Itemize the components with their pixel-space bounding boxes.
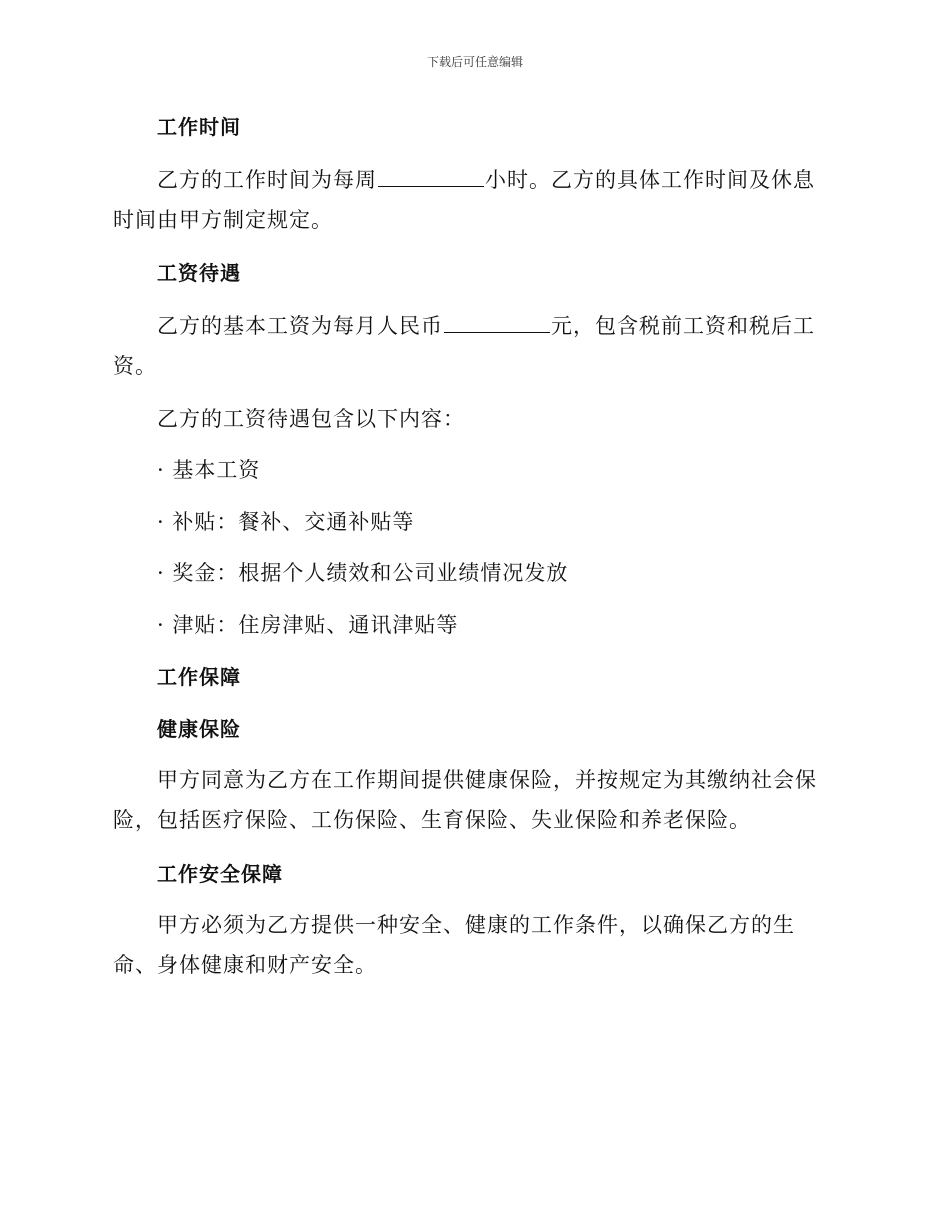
salary-text-after: 元，包含税前工资和税后工资。 <box>113 314 815 378</box>
heading-salary: 工资待遇 <box>157 261 241 285</box>
page-header: 下载后可任意编辑 <box>426 55 523 69</box>
salary-item-allowance: · 补贴：餐补、交通补贴等 <box>157 510 415 534</box>
salary-intro: 乙方的工资待遇包含以下内容： <box>157 407 465 431</box>
heading-work-safety: 工作安全保障 <box>157 862 283 886</box>
heading-health-insurance: 健康保险 <box>157 717 241 741</box>
heading-protection: 工作保障 <box>157 665 241 689</box>
salary-item-subsidy: · 津贴：住房津贴、通讯津贴等 <box>157 613 459 637</box>
paragraph-work-time <box>113 160 828 240</box>
work-time-text-after: 小时。乙方的具体工作时间及休息时间由甲方制定规定。 <box>113 168 815 232</box>
paragraph-work-safety: 甲方必须为乙方提供一种安全、健康的工作条件，以确保乙方的生命、身体健康和财产安全。 <box>113 913 795 977</box>
salary-item-bonus: · 奖金：根据个人绩效和公司业绩情况发放 <box>157 561 569 585</box>
salary-item-basic: · 基本工资 <box>157 458 261 482</box>
salary-text-before: 乙方的基本工资为每月人民币 <box>157 314 443 338</box>
paragraph-health-insurance: 甲方同意为乙方在工作期间提供健康保险，并按规定为其缴纳社会保险，包括医疗保险、工伤保险、生育保险、失业保险和养老保险。 <box>113 768 817 832</box>
work-time-text-before: 乙方的工作时间为每周 <box>157 168 377 192</box>
heading-work-time: 工作时间 <box>157 115 241 139</box>
paragraph-salary <box>113 306 828 386</box>
hours-blank-field[interactable] <box>378 164 484 187</box>
salary-blank-field[interactable] <box>444 310 550 333</box>
